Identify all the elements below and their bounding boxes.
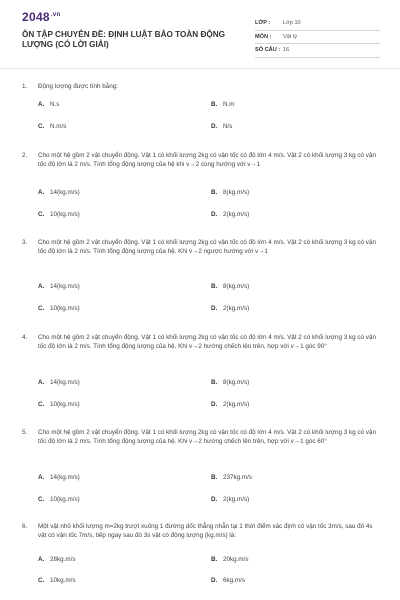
option-label: D. [211,401,218,408]
option-a[interactable] [38,101,59,108]
option-label: C. [38,496,45,503]
option-d[interactable] [211,496,249,503]
question-number: 1. [22,83,28,90]
option-d[interactable] [211,123,232,130]
meta-row-subject [255,31,380,45]
meta-row-count [255,44,380,58]
question-number: 5. [22,429,28,436]
option-text: 14(kg.m/s) [50,189,80,196]
document-meta [255,17,380,58]
option-label: A. [38,189,45,196]
option-d[interactable] [211,401,249,408]
option-text: N.s [50,101,60,108]
option-b[interactable] [211,189,249,196]
option-label: A. [38,101,45,108]
question-number: 3. [22,239,28,246]
question-number: 4. [22,334,28,341]
option-text: 10(kg.m/s) [50,401,80,408]
option-c[interactable] [38,211,80,218]
option-text: 8(kg.m/s) [223,283,250,290]
option-text: 2(kg.m/s) [223,211,250,218]
option-label: B. [211,189,218,196]
option-text: 28kg.m/s [50,556,76,563]
option-text: 20kg.m/s [223,556,249,563]
question-text: Một vật nhỏ khối lượng m=2kg trượt xuống 1 đường dốc thẳng nhẵn tại 1 thời điểm xác định có vận tốc 3m/s, sau đó 4s vật có vận tốc 7m/s, tiếp ngay sau đó 3s vật có động lượng (kg.m/s) là: [38,523,373,540]
option-text: 10kg.m/s [50,577,76,584]
option-label: A. [38,283,45,290]
option-a[interactable] [38,379,80,386]
option-text: 2(kg.m/s) [223,305,250,312]
meta-key: SỐ CÂU : [255,47,281,54]
question-number: 6. [22,523,28,530]
option-label: C. [38,305,45,312]
option-label: C. [38,211,45,218]
option-label: D. [211,211,218,218]
option-label: B. [211,283,218,290]
option-label: C. [38,401,45,408]
option-text: 237kg.m/s [223,474,253,481]
option-text: 2(kg.m/s) [223,401,250,408]
meta-value: Lớp 10 [283,20,301,27]
question-text: Cho một hệ gồm 2 vật chuyển động. Vật 1 có khối lượng 2kg có vận tốc có độ lớn 4 m/s. Vật 2 có khối lượng 3 kg có vận tốc độ lớn là 2 m/s. Tính tổng động lượng của hệ. Khi v→2 hướng chếch lên trên, hợp với v→1 góc 90° [38,334,376,351]
meta-value: Vật lý [283,33,297,40]
question-text: Động lượng được tính bằng: [38,83,119,90]
option-a[interactable] [38,189,80,196]
option-text: 10(kg.m/s) [50,211,80,218]
option-text: 2(kg.m/s) [223,496,250,503]
option-text: 14(kg.m/s) [50,283,80,290]
document-header [0,0,400,68]
option-label: A. [38,379,45,386]
option-text: 14(kg.m/s) [50,474,80,481]
option-label: C. [38,577,45,584]
option-text: 8(kg.m/s) [223,379,250,386]
option-d[interactable] [211,211,249,218]
meta-key: LỚP : [255,20,271,27]
option-label: D. [211,496,218,503]
option-label: A. [38,556,45,563]
option-label: A. [38,474,45,481]
option-label: C. [38,123,45,130]
option-text: 6kg.m/s [223,577,246,584]
option-c[interactable] [38,305,80,312]
option-b[interactable] [211,379,249,386]
option-b[interactable] [211,556,249,563]
question-text: Cho một hệ gồm 2 vật chuyển động. Vật 1 có khối lượng 2kg có vận tốc có độ lớn 4 m/s. Vật 2 có khối lượng 3 kg có vận tốc độ lớn là 2 m/s. Tính tổng động lượng của hệ. Khi v→2 ngược hướng với v→1 [38,239,376,256]
option-label: B. [211,474,218,481]
header-divider [0,68,400,69]
option-text: 8(kg.m/s) [223,189,250,196]
option-text: N.m/s [50,123,67,130]
option-a[interactable] [38,283,80,290]
option-c[interactable] [38,496,80,503]
option-text: 14(kg.m/s) [50,379,80,386]
option-c[interactable] [38,123,66,130]
logo-suffix: .vn [50,12,61,18]
question-text: Cho một hệ gồm 2 vật chuyển động. Vật 1 có khối lượng 2kg có vận tốc có độ lớn 4 m/s. Vật 2 có khối lượng 3 kg có vận tốc độ lớn là 2 m/s. Tính tổng động lượng của hệ. Khi v→2 hướng chếch lên trên, hợp với v→1 góc 60° [38,429,376,446]
option-b[interactable] [211,283,249,290]
option-a[interactable] [38,474,80,481]
option-text: N.m [223,101,235,108]
option-label: B. [211,101,218,108]
question-text: Cho một hệ gồm 2 vật chuyển động. Vật 1 có khối lượng 2kg có vận tốc có độ lớn 4 m/s. Vật 2 có khối lượng 3 kg có vận tốc độ lớn là 2 m/s. Tính tổng động lượng của hệ khi v→2 cùng hướng với v→1 [38,152,376,169]
option-label: B. [211,556,218,563]
question-number: 2. [22,152,28,159]
option-c[interactable] [38,401,80,408]
option-label: B. [211,379,218,386]
logo-text: 2048 [22,10,50,24]
option-text: N/s [223,123,233,130]
option-text: 10(kg.m/s) [50,496,80,503]
option-b[interactable] [211,101,235,108]
option-b[interactable] [211,474,252,481]
document-title: ÔN TẬP CHUYÊN ĐỀ: ĐỊNH LUẬT BẢO TOÀN ĐỘNG LƯỢNG (CÓ LỜI GIẢI) [22,30,226,49]
option-d[interactable] [211,305,249,312]
option-label: D. [211,577,218,584]
meta-row-class [255,17,380,31]
site-logo[interactable] [22,10,60,24]
option-a[interactable] [38,556,76,563]
option-label: D. [211,123,218,130]
option-text: 10(kg.m/s) [50,305,80,312]
meta-value: 16 [283,47,290,54]
meta-key: MÔN : [255,33,272,40]
option-label: D. [211,305,218,312]
option-d[interactable] [211,577,245,584]
option-c[interactable] [38,577,76,584]
